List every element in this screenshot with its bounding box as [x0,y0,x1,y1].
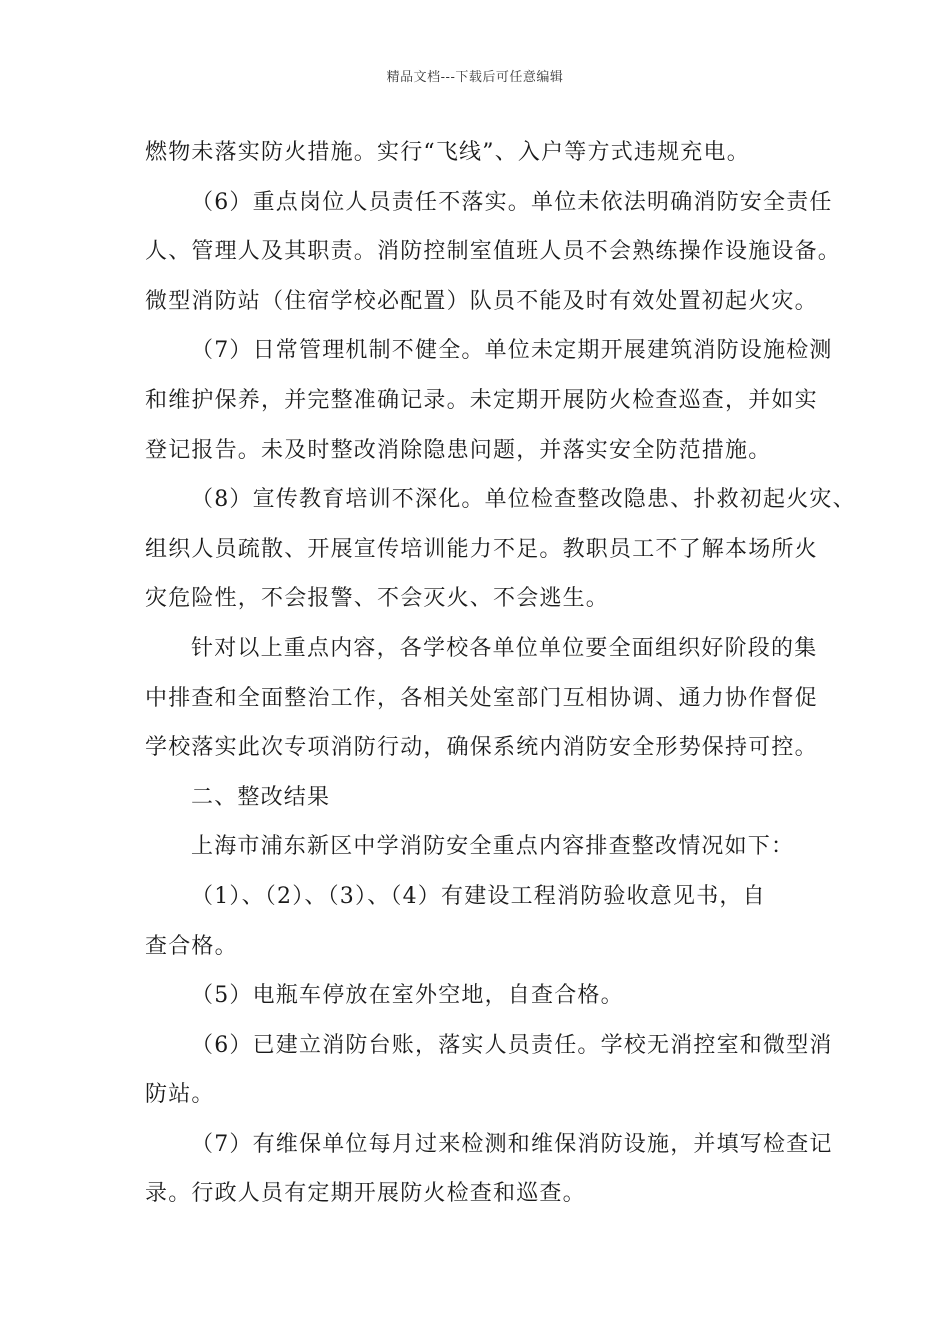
text-line: 针对以上重点内容，各学校各单位单位要全面组织好阶段的集 [191,635,818,661]
text-line: 上海市浦东新区中学消防安全重点内容排查整改情况如下： [191,834,795,860]
text-line: 人、管理人及其职责。消防控制室值班人员不会熟练操作设施设备。 [145,239,842,265]
text-line: （7）有维保单位每月过来检测和维保消防设施，并填写检查记 [191,1131,833,1157]
page-header: 精品文档---下载后可任意编辑 [386,70,564,85]
text-line: 查合格。 [145,933,238,959]
text-line: 组织人员疏散、开展宣传培训能力不足。教职员工不了解本场所火 [145,536,818,562]
text-line: 防站。 [145,1082,215,1108]
section-heading: 二、整改结果 [191,784,331,810]
text-line: 微型消防站（住宿学校必配置）队员不能及时有效处置初起火灾。 [145,288,818,314]
text-line: （1）、（2）、（3）、（4）有建设工程消防验收意见书，自 [191,883,766,909]
text-line: 登记报告。未及时整改消除隐患问题，并落实安全防范措施。 [145,437,772,463]
text-line: 灾危险性，不会报警、不会灭火、不会逃生。 [145,586,610,612]
text-line: （6）重点岗位人员责任不落实。单位未依法明确消防安全责任 [191,189,833,215]
text-line: 录。行政人员有定期开展防火检查和巡查。 [145,1181,586,1207]
text-line: 中排查和全面整治工作，各相关处室部门互相协调、通力协作督促 [145,685,818,711]
text-line: （6）已建立消防台账，落实人员责任。学校无消控室和微型消 [191,1032,833,1058]
document-body [145,128,856,1219]
text-line: 燃物未落实防火措施。实行“飞线”、入户等方式违规充电。 [145,140,750,165]
text-line: 学校落实此次专项消防行动，确保系统内消防安全形势保持可控。 [145,735,818,761]
text-line: 和维护保养，并完整准确记录。未定期开展防火检查巡查，并如实 [145,387,818,413]
text-line: （7）日常管理机制不健全。单位未定期开展建筑消防设施检测 [191,338,833,364]
text-line: （8）宣传教育培训不深化。单位检查整改隐患、扑救初起火灾、 [191,487,856,513]
text-line: （5）电瓶车停放在室外空地，自查合格。 [191,983,624,1009]
